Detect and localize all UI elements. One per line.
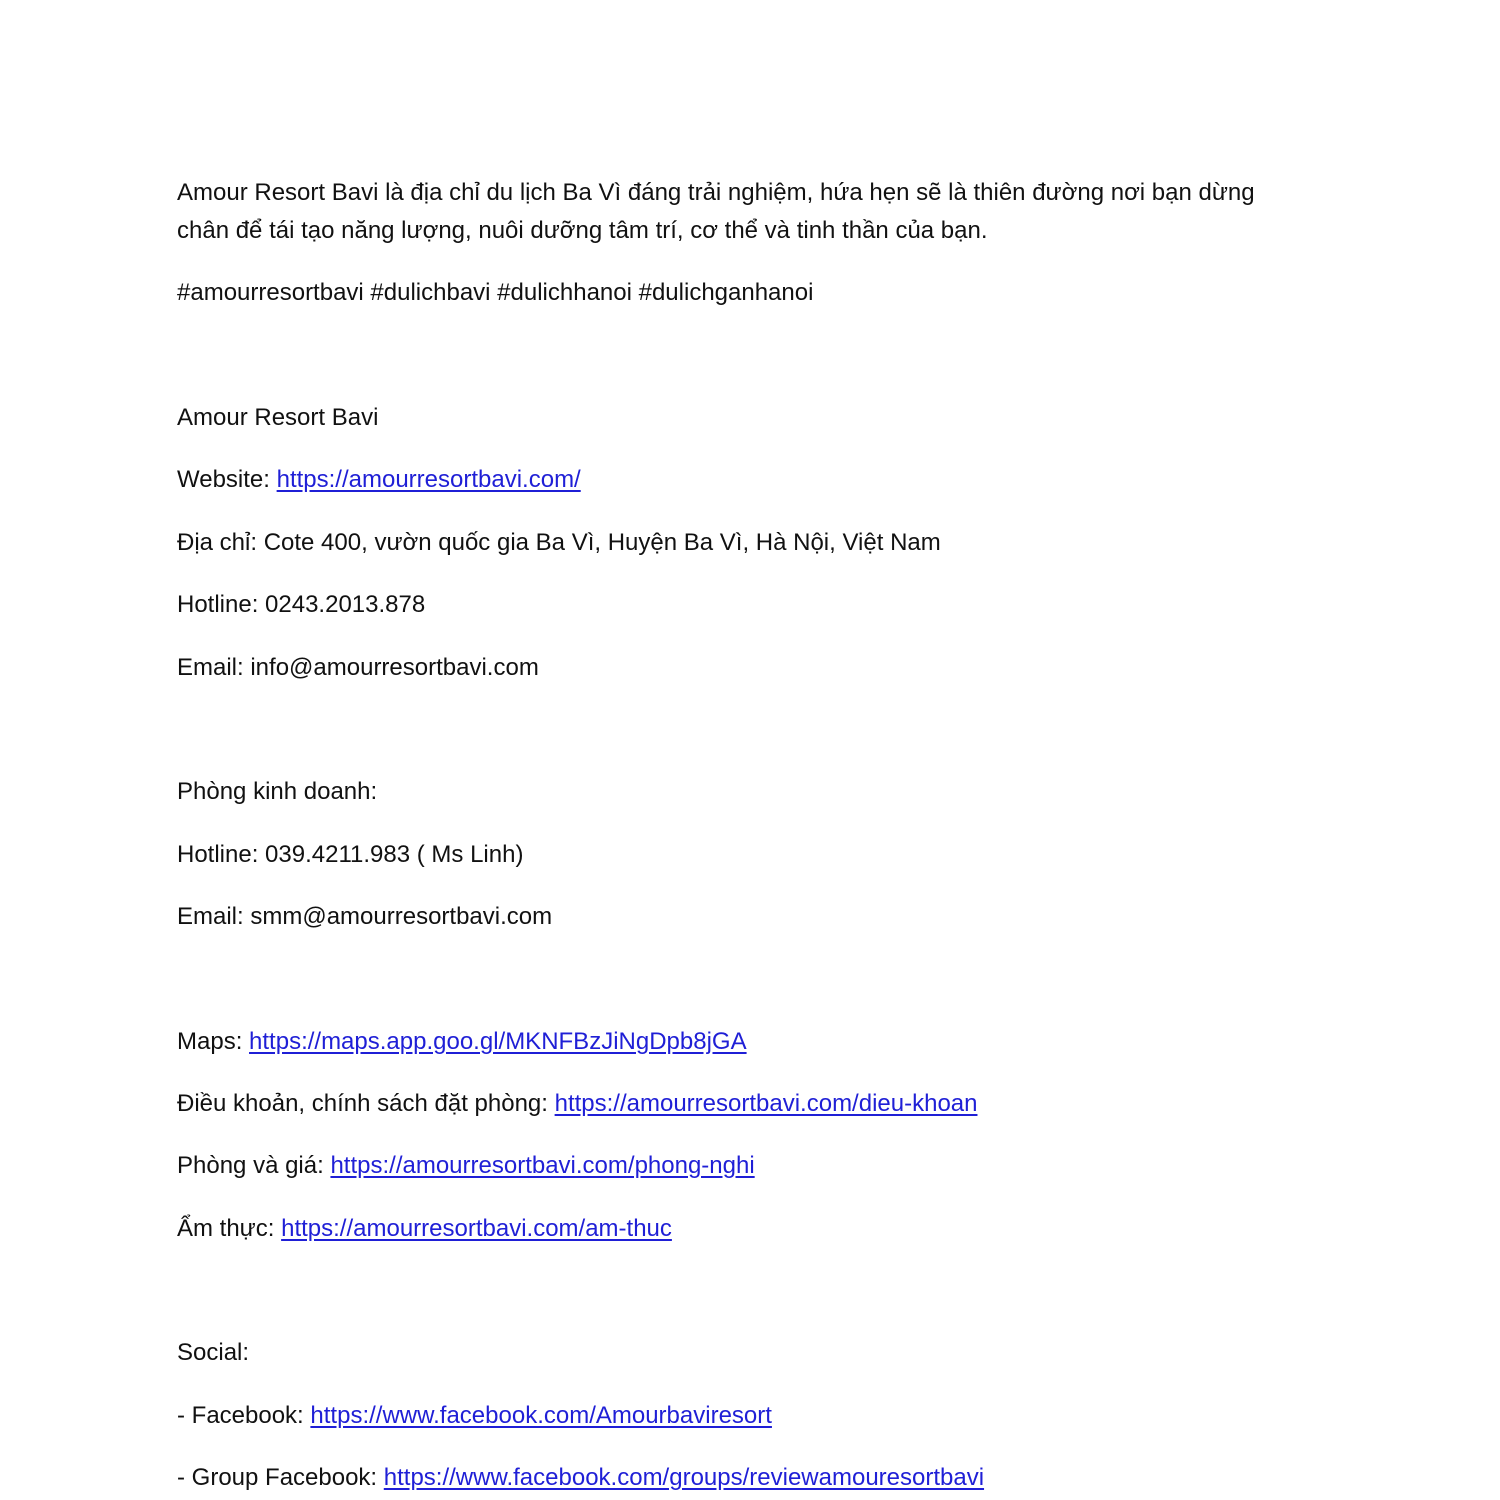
- group-facebook-label: - Group Facebook:: [177, 1464, 384, 1491]
- website-label: Website:: [177, 466, 277, 493]
- facebook-link[interactable]: https://www.facebook.com/Amourbaviresort: [310, 1402, 772, 1429]
- food-line: [177, 1210, 672, 1248]
- resort-name: Amour Resort Bavi: [177, 404, 379, 431]
- website-line: [177, 461, 581, 499]
- sales-email: Email: smm@amourresortbavi.com: [177, 903, 553, 930]
- hotline-line: Hotline: 0243.2013.878: [177, 591, 426, 618]
- rooms-label: Phòng và giá:: [177, 1152, 331, 1179]
- maps-line: [177, 1023, 747, 1061]
- rooms-link[interactable]: https://amourresortbavi.com/phong-nghi: [330, 1152, 755, 1179]
- group-facebook-link[interactable]: https://www.facebook.com/groups/reviewamouresortbavi: [383, 1464, 985, 1491]
- group-facebook-line: [177, 1459, 984, 1497]
- email-line: Email: info@amourresortbavi.com: [177, 654, 539, 681]
- sales-hotline: Hotline: 039.4211.983 ( Ms Linh): [177, 841, 524, 868]
- intro-line-2: chân để tái tạo năng lượng, nuôi dưỡng tâm trí, cơ thể và tinh thần của bạn.: [177, 217, 988, 244]
- facebook-line: [177, 1397, 772, 1435]
- terms-link[interactable]: https://amourresortbavi.com/dieu-khoan: [554, 1090, 978, 1117]
- food-link[interactable]: https://amourresortbavi.com/am-thuc: [281, 1215, 672, 1242]
- website-link[interactable]: https://amourresortbavi.com/: [276, 466, 581, 493]
- food-label: Ẩm thực:: [177, 1215, 282, 1242]
- social-heading: Social:: [177, 1339, 250, 1366]
- terms-line: [177, 1085, 977, 1123]
- facebook-label: - Facebook:: [177, 1402, 311, 1429]
- maps-link[interactable]: https://maps.app.goo.gl/MKNFBzJiNgDpb8jGA: [249, 1028, 747, 1055]
- intro-line-1: Amour Resort Bavi là địa chỉ du lịch Ba Vì đáng trải nghiệm, hứa hẹn sẽ là thiên đường nơi bạn dừng: [177, 179, 1255, 206]
- terms-label: Điều khoản, chính sách đặt phòng:: [177, 1090, 555, 1117]
- address-line: Địa chỉ: Cote 400, vườn quốc gia Ba Vì, Huyện Ba Vì, Hà Nội, Việt Nam: [177, 529, 941, 556]
- hashtags: #amourresortbavi #dulichbavi #dulichhanoi #dulichganhanoi: [177, 279, 814, 306]
- sales-heading: Phòng kinh doanh:: [177, 778, 378, 805]
- rooms-line: [177, 1147, 755, 1185]
- maps-label: Maps:: [177, 1028, 250, 1055]
